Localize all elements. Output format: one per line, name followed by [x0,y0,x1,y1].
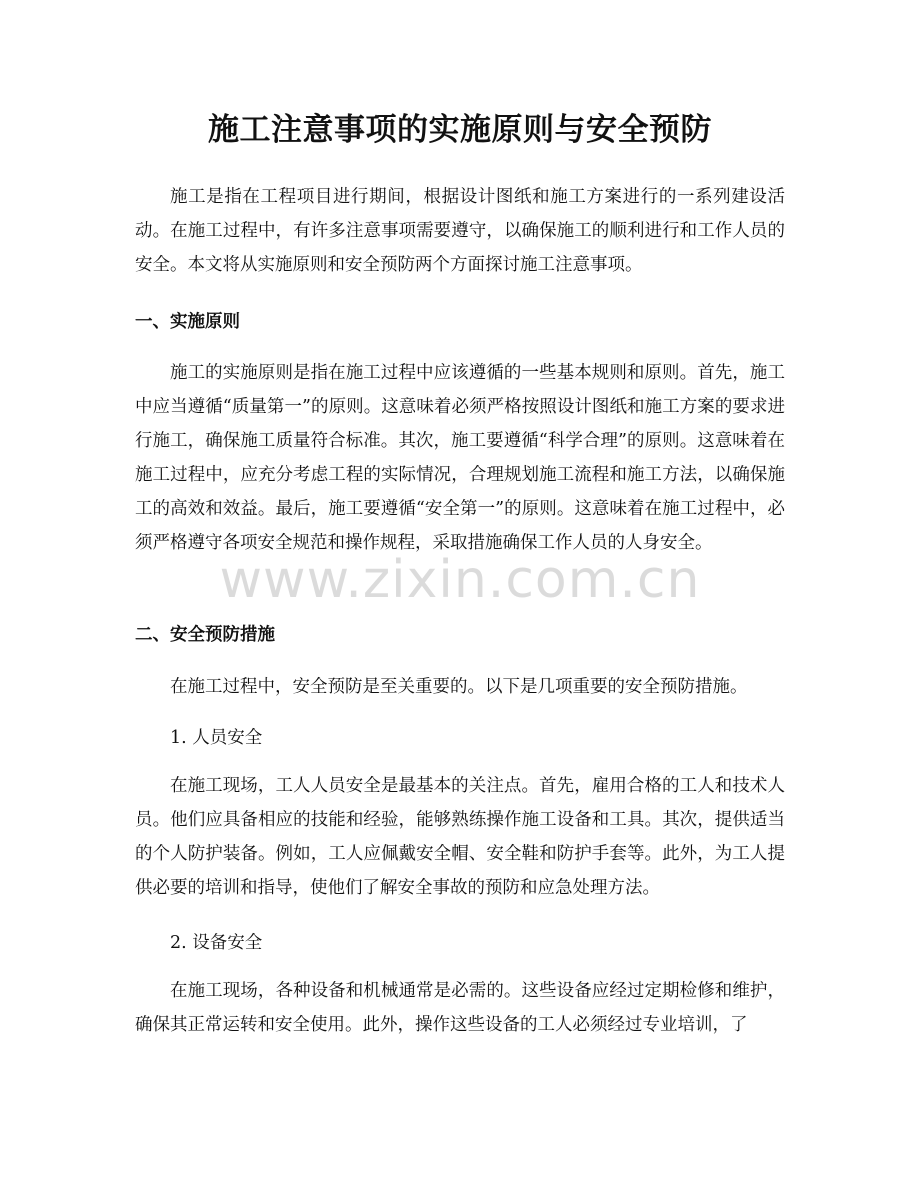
page-title: 施工注意事项的实施原则与安全预防 [208,112,712,148]
equipment-safety-paragraph: 在施工现场，各种设备和机械通常是必需的。这些设备应经过定期检修和维护，确保其正常运转和安全使用。此外，操作这些设备的工人必须经过专业培训，了 [135,981,785,1035]
safety-intro-paragraph: 在施工过程中，安全预防是至关重要的。以下是几项重要的安全预防措施。 [170,677,748,697]
intro-paragraph: 施工是指在工程项目进行期间，根据设计图纸和施工方案进行的一系列建设活动。在施工过程中，有许多注意事项需要遵守，以确保施工的顺利进行和工作人员的安全。本文将从实施原则和安全预防两个方面探讨施工注意事项。 [135,187,785,275]
subheading-personnel-safety: 1. 人员安全 [170,728,263,748]
subheading-equipment-safety: 2. 设备安全 [170,933,263,953]
section-heading-safety: 二、安全预防措施 [135,625,275,645]
section-heading-principles: 一、实施原则 [135,312,240,332]
principles-paragraph: 施工的实施原则是指在施工过程中应该遵循的一些基本规则和原则。首先，施工中应当遵循“质量第一”的原则。这意味着必须严格按照设计图纸和施工方案的要求进行施工，确保施工质量符合标准。其次，施工要遵循“科学合理”的原则。这意味着在施工过程中，应充分考虑工程的实际情况，合理规划施工流程和施工方法，以确保施工的高效和效益。最后，施工要遵循“安全第一”的原则。这意味着在施工过程中，必须严格遵守各项安全规范和操作规程，采取措施确保工作人员的人身安全。 [135,363,785,553]
watermark: www.zixin.com.cn [219,550,701,610]
personnel-safety-paragraph: 在施工现场，工人人员安全是最基本的关注点。首先，雇用合格的工人和技术人员。他们应具备相应的技能和经验，能够熟练操作施工设备和工具。其次，提供适当的个人防护装备。例如，工人应佩戴安全帽、安全鞋和防护手套等。此外，为工人提供必要的培训和指导，使他们了解安全事故的预防和应急处理方法。 [135,776,785,898]
